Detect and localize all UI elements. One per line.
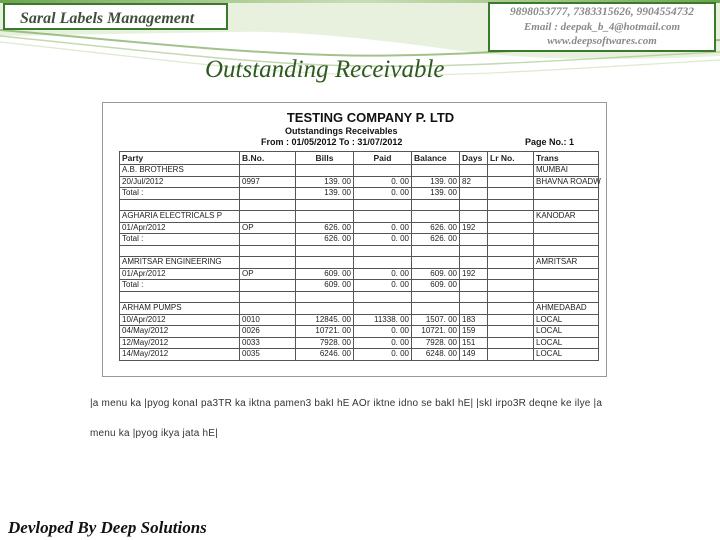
table-cell [488,222,534,234]
column-header: Lr No. [488,152,534,165]
brand-name: Saral Labels Management [20,10,195,27]
table-cell: 609. 00 [296,280,354,292]
table-cell: 192 [460,222,488,234]
table-cell [296,165,354,177]
table-cell: 0. 00 [354,222,412,234]
column-header: Trans [534,152,599,165]
table-cell [354,291,412,303]
table-cell [120,245,240,257]
page-title: Outstanding Receivable [205,56,445,83]
table-cell [488,176,534,188]
table-row [120,176,599,188]
table-cell [534,280,599,292]
table-cell [488,199,534,211]
column-header: B.No. [240,152,296,165]
report-subtitle: Outstandings Receivables [285,126,398,136]
table-cell: 12/May/2012 [120,337,240,349]
table-cell [488,326,534,338]
table-cell: 0026 [240,326,296,338]
table-cell [296,257,354,269]
table-row [120,211,599,223]
table-cell [460,211,488,223]
table-cell [120,199,240,211]
table-cell: 6246. 00 [296,349,354,361]
table-cell: 20/Jul/2012 [120,176,240,188]
table-cell [296,245,354,257]
table-cell [534,188,599,200]
table-cell [488,314,534,326]
table-cell [534,234,599,246]
table-cell: OP [240,222,296,234]
contact-box [488,2,716,52]
report-preview [102,102,607,377]
note-line-2: menu ka |pyog ikya jata hE| [90,428,218,439]
table-cell: 0. 00 [354,176,412,188]
table-row [120,234,599,246]
table-cell: OP [240,268,296,280]
table-cell: 12845. 00 [296,314,354,326]
table-cell [460,303,488,315]
table-cell [460,234,488,246]
column-header: Balance [412,152,460,165]
table-cell [240,211,296,223]
table-cell [354,199,412,211]
table-cell [534,245,599,257]
footer-credit: Devloped By Deep Solutions [8,518,207,537]
table-cell: LOCAL [534,314,599,326]
table-cell: AMRITSAR ENGINEERING [120,257,240,269]
table-row [120,199,599,211]
table-row [120,188,599,200]
column-header: Paid [354,152,412,165]
table-cell: 11338. 00 [354,314,412,326]
table-cell [488,234,534,246]
table-cell [488,303,534,315]
table-cell: 0. 00 [354,349,412,361]
table-cell: 192 [460,268,488,280]
report-page-number: Page No.: 1 [525,137,575,147]
table-row [120,165,599,177]
table-cell: MUMBAI [534,165,599,177]
table-cell [412,257,460,269]
table-cell [354,303,412,315]
table-cell: 609. 00 [412,268,460,280]
table-row [120,326,599,338]
table-cell [354,211,412,223]
table-cell [240,165,296,177]
table-row [120,280,599,292]
note-line-1: |a menu ka |pyog konaI pa3TR ka iktna pamen3 bakI hE AOr iktne idno se bakI hE| |skI irpo3R deqne ke ilye |a [90,398,603,409]
table-cell: 139. 00 [296,188,354,200]
table-cell: LOCAL [534,337,599,349]
table-row [120,268,599,280]
table-cell: 0. 00 [354,337,412,349]
contact-phones: 9898053777, 7383315626, 9904554732 [510,6,694,18]
table-cell: LOCAL [534,349,599,361]
column-header: Days [460,152,488,165]
column-header: Bills [296,152,354,165]
table-cell [296,291,354,303]
table-cell [240,280,296,292]
table-cell: AMRITSAR [534,257,599,269]
table-cell: A.B. BROTHERS [120,165,240,177]
table-cell: 609. 00 [412,280,460,292]
table-cell [534,199,599,211]
table-cell [488,291,534,303]
table-cell: 0035 [240,349,296,361]
table-cell: 01/Apr/2012 [120,268,240,280]
table-cell [488,188,534,200]
table-cell: AGHARIA ELECTRICALS P [120,211,240,223]
table-cell [488,349,534,361]
table-cell: 159 [460,326,488,338]
table-cell [460,280,488,292]
table-cell [412,303,460,315]
table-cell [412,291,460,303]
table-cell [488,211,534,223]
table-cell: LOCAL [534,326,599,338]
table-cell: 139. 00 [412,188,460,200]
table-cell: 10721. 00 [412,326,460,338]
table-cell: 04/May/2012 [120,326,240,338]
contact-email: Email : deepak_b_4@hotmail.com [523,21,681,33]
report-company: TESTING COMPANY P. LTD [286,110,455,125]
table-cell: BHAVNA ROADW [534,176,599,188]
table-cell: 6248. 00 [412,349,460,361]
table-cell: 0. 00 [354,188,412,200]
table-cell: 0. 00 [354,280,412,292]
table-cell [534,291,599,303]
table-cell [240,245,296,257]
table-cell [240,188,296,200]
table-cell [240,291,296,303]
table-cell [354,165,412,177]
table-cell [296,303,354,315]
table-cell [460,245,488,257]
table-cell: 149 [460,349,488,361]
table-cell: 0997 [240,176,296,188]
column-header: Party [120,152,240,165]
table-cell: 0. 00 [354,326,412,338]
table-cell [534,222,599,234]
table-cell [412,245,460,257]
table-row [120,245,599,257]
table-cell [412,165,460,177]
table-cell: 10/Apr/2012 [120,314,240,326]
table-cell: 139. 00 [296,176,354,188]
table-cell: 183 [460,314,488,326]
table-cell [240,303,296,315]
table-cell: 626. 00 [412,234,460,246]
table-cell [488,268,534,280]
outstanding-table [119,151,599,361]
table-cell: 626. 00 [296,222,354,234]
table-cell [534,268,599,280]
table-row [120,303,599,315]
table-cell [412,211,460,223]
table-cell [488,245,534,257]
table-cell [460,188,488,200]
table-cell: 10721. 00 [296,326,354,338]
table-cell [120,291,240,303]
table-row [120,257,599,269]
contact-website: www.deepsoftwares.com [547,35,657,47]
table-cell: ARHAM PUMPS [120,303,240,315]
table-header-row [120,152,599,165]
table-cell: 151 [460,337,488,349]
table-cell: AHMEDABAD [534,303,599,315]
table-cell: 7928. 00 [412,337,460,349]
brand-box [3,3,228,30]
table-cell: Total : [120,280,240,292]
table-cell [240,199,296,211]
table-cell [354,257,412,269]
table-cell [488,337,534,349]
table-cell: Total : [120,188,240,200]
table-cell: 7928. 00 [296,337,354,349]
table-row [120,337,599,349]
table-cell: 0. 00 [354,268,412,280]
table-cell [488,165,534,177]
table-cell: 139. 00 [412,176,460,188]
table-cell: 14/May/2012 [120,349,240,361]
table-cell [240,257,296,269]
report-date-range: From : 01/05/2012 To : 31/07/2012 [261,137,403,147]
table-cell: KANODAR [534,211,599,223]
table-cell: 01/Apr/2012 [120,222,240,234]
table-cell: 0. 00 [354,234,412,246]
table-cell [488,257,534,269]
table-cell [296,199,354,211]
table-cell: 626. 00 [296,234,354,246]
table-cell [412,199,460,211]
table-cell: 0010 [240,314,296,326]
table-cell [354,245,412,257]
table-cell [240,234,296,246]
table-cell [460,291,488,303]
table-cell: 609. 00 [296,268,354,280]
table-cell: Total : [120,234,240,246]
table-cell [488,280,534,292]
table-cell [460,257,488,269]
table-cell: 1507. 00 [412,314,460,326]
table-cell [460,165,488,177]
table-cell: 82 [460,176,488,188]
table-cell [460,199,488,211]
table-row [120,349,599,361]
table-row [120,314,599,326]
table-row [120,222,599,234]
table-cell [296,211,354,223]
table-row [120,291,599,303]
table-cell: 0033 [240,337,296,349]
table-cell: 626. 00 [412,222,460,234]
